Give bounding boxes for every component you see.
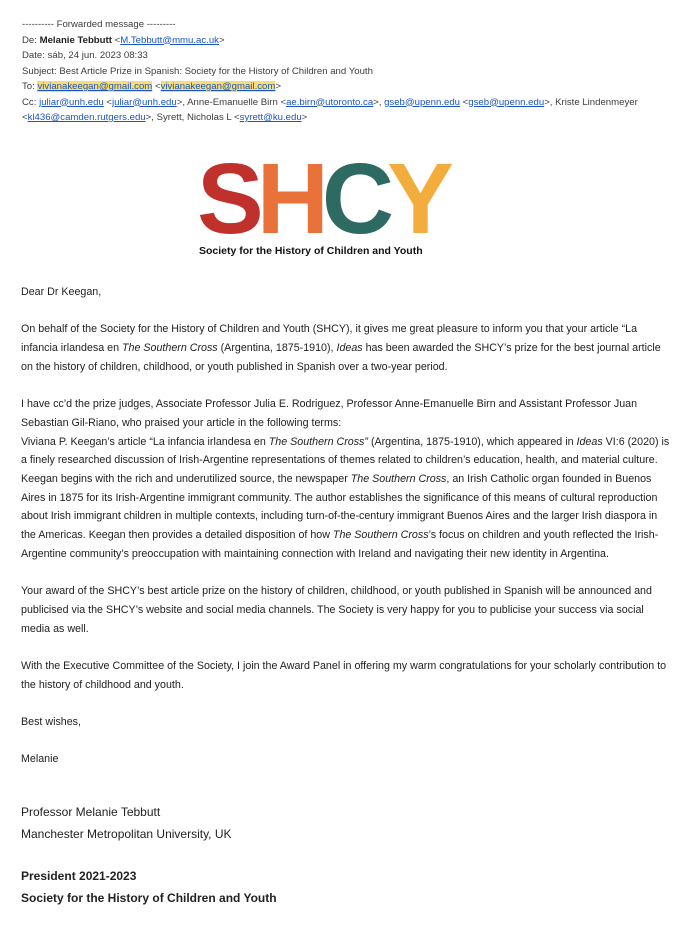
signature-institution: Manchester Metropolitan University, UK [21, 827, 232, 841]
to-email-link[interactable]: vivianakeegan@gmail.com [37, 81, 153, 92]
sender-name: Melanie Tebbutt [39, 34, 112, 46]
logo-letter-s: S [197, 143, 257, 255]
date-line: Date: sáb, 24 jun. 2023 08:33 [22, 50, 148, 61]
logo-letter-c: C [321, 143, 388, 255]
cc-email-link[interactable]: juliar@unh.edu [112, 96, 177, 108]
sender-email-link[interactable]: M.Tebbutt@mmu.ac.uk [120, 34, 219, 46]
signature-org: Society for the History of Children and Youth [21, 891, 277, 905]
signature-spacer [21, 845, 671, 865]
cc-name: Kriste Lindenmeyer [555, 96, 638, 108]
paragraph-judges-citation: Viviana P. Keegan’s article “La infancia irlandesa en The Southern Cross” (Argentina, 1875-1910), which appeared in Ideas VI:6 (2020) is a finely researched discussion of Irish-Argentine representations of themes related to children’s education, health, and material culture. Keegan begins with the rich and underutilized source, the newspaper The Southern Cross, an Irish Catholic organ founded in Buenos Aires in 1875 for its Irish-Argentine immigrant community. The author establishes the significance of this means of cultural reproduction about Irish immigrant children in multiple contexts, including turn-of-the-century immigrant Buenos Aires and the larger Irish diaspora in the Americas. Keegan then provides a detailed disposition of how The Southern Cross’s focus on children and youth reflected the Irish-Argentine community’s preoccupation with maintaining connection with Ireland and navigating their new identity in Argentina. [21, 435, 670, 560]
to-email-link-2[interactable]: vivianakeegan@gmail.com [160, 81, 276, 92]
signature-role: President 2021-2023 [21, 869, 137, 883]
cc-email-link[interactable]: ae.birn@utoronto.ca [286, 96, 374, 108]
paragraph-congratulations: With the Executive Committee of the Society, I join the Award Panel in offering my warm congratulations for your scholarly contribution to the history of childhood and youth. [21, 660, 667, 691]
cc-email-link[interactable]: syrett@ku.edu [239, 112, 302, 123]
email-body [21, 283, 671, 788]
email-header [22, 17, 672, 126]
greeting: Dear Dr Keegan, [21, 286, 102, 298]
signature-name: Professor Melanie Tebbutt [21, 805, 161, 819]
logo-letter-y: Y [387, 143, 447, 255]
shcy-logo [197, 143, 447, 262]
paragraph-judges-intro: I have cc’d the prize judges, Associate Professor Julia E. Rodriguez, Professor Anne-Emanuelle Birn and Assistant Professor Juan Sebastian Gil-Riano, who praised your article in the following terms: [21, 398, 638, 429]
forwarded-line: ---------- Forwarded message --------- [22, 19, 176, 30]
cc-name: Syrett, Nicholas L [156, 112, 232, 123]
paragraph-award: On behalf of the Society for the History of Children and Youth (SHCY), it gives me great pleasure to inform you that your article “La infancia irlandesa en The Southern Cross (Argentina, 1875-1910), Ideas has been awarded the SHCY’s prize for the best journal article on the history of children, childhood, or youth published in Spanish over a two-year period. [21, 323, 661, 373]
cc-line: Cc: juliar@unh.edu <juliar@unh.edu>, Anne-Emanuelle Birn <ae.birn@utoronto.ca>, gseb@upenn.edu <gseb@upenn.edu>, Kriste Lindenmeyer <kl436@camden.rutgers.edu>, Syrett, Nicholas L <syrett@ku.edu> [22, 96, 638, 123]
first-name: Melanie [21, 753, 59, 766]
paragraph-publicity: Your award of the SHCY’s best article prize on the history of children, childhood, or youth published in Spanish will be announced and publicised via the SHCY’s website and social media channels. The Society is very happy for you to publicise your success via social media as well. [21, 585, 652, 635]
closing: Best wishes, [21, 716, 81, 729]
date-value: sáb, 24 jun. 2023 08:33 [47, 50, 148, 61]
cc-email-link[interactable]: gseb@upenn.edu [468, 96, 545, 108]
subject-line: Subject: Best Article Prize in Spanish: Society for the History of Children and Youth [22, 65, 373, 77]
cc-email-link[interactable]: kl436@camden.rutgers.edu [27, 112, 146, 123]
subject-value: Best Article Prize in Spanish: Society for the History of Children and Youth [59, 65, 373, 77]
to-line: To: vivianakeegan@gmail.com <vivianakeegan@gmail.com> [22, 81, 281, 92]
logo-subtitle: Society for the History of Children and Youth [199, 245, 423, 257]
signature-block [21, 801, 671, 909]
from-line: De: Melanie Tebbutt <M.Tebbutt@mmu.ac.uk> [22, 34, 225, 46]
logo-letter-h: H [256, 143, 322, 255]
cc-name: Anne-Emanuelle Birn [187, 96, 278, 108]
cc-email-link[interactable]: juliar@unh.edu [39, 96, 104, 108]
cc-email-link[interactable]: gseb@upenn.edu [384, 96, 460, 108]
